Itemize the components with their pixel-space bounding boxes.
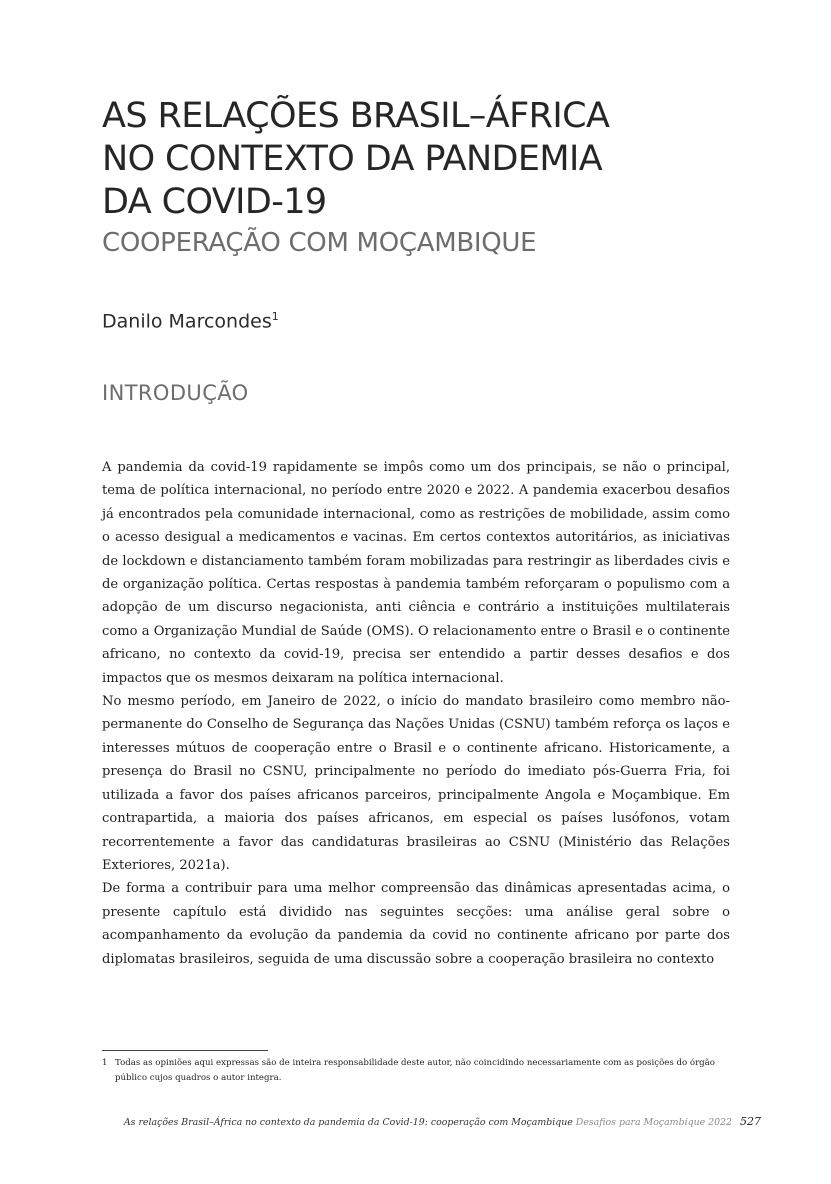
author-footnote-ref: 1 <box>271 310 279 323</box>
chapter-title-block <box>102 95 742 260</box>
footnote <box>102 1056 730 1086</box>
footnote-text: Todas as opiniões aqui expressas são de inteira responsabilidade deste autor, não coincidindo necessariamente com as posições do órgão público cujos quadros o autor integra. <box>115 1058 715 1083</box>
running-footer <box>124 1115 761 1128</box>
footnote-divider <box>102 1050 268 1051</box>
section-heading: INTRODUÇÃO <box>102 381 249 405</box>
author-line <box>102 310 279 332</box>
chapter-subtitle: COOPERAÇÃO COM MOÇAMBIQUE <box>102 228 537 258</box>
footer-chapter-title: As relações Brasil–África no contexto da pandemia da Covid-19: cooperação com Moçambique <box>123 1117 573 1128</box>
author-name: Danilo Marcondes <box>102 310 272 333</box>
page-number: 527 <box>740 1115 761 1128</box>
chapter-title-line-1: AS RELAÇÕES BRASIL–ÁFRICA <box>102 96 610 136</box>
chapter-title-line-2: NO CONTEXTO DA PANDEMIA <box>102 139 603 179</box>
paragraph: No mesmo período, em Janeiro de 2022, o início do mandato brasileiro como membro não-permanente do Conselho de Segurança das Nações Unidas (CSNU) também reforça os laços e interesses mútuos de cooperação entre o Brasil e o continente africano. Historicamente, a presença do Brasil no CSNU, principalmente no período do imediato pós-Guerra Fria, foi utilizada a favor dos países africanos parceiros, principalmente Angola e Moçambique. Em contrapartida, a maioria dos países africanos, em especial os países lusófonos, votam recorrentemente a favor das candidaturas brasileiras ao CSNU (Ministério das Relações Exteriores, 2021a). <box>102 694 730 873</box>
chapter-title-line-3: DA COVID-19 <box>102 182 327 222</box>
paragraph: De forma a contribuir para uma melhor compreensão das dinâmicas apresentadas acima, o presente capítulo está dividido nas seguintes secções: uma análise geral sobre o acompanhamento da evolução da pandemia da covid no continente africano por parte dos diplomatas brasileiros, seguida de uma discussão sobre a cooperação brasileira no contexto <box>102 881 730 967</box>
footnote-mark: 1 <box>102 1058 108 1068</box>
paragraph: A pandemia da covid-19 rapidamente se impôs como um dos principais, se não o principal, tema de política internacional, no período entre 2020 e 2022. A pandemia exacerbou desafios já encontrados pela comunidade internacional, como as restrições de mobilidade, assim como o acesso desigual a medicamentos e vacinas. Em certos contextos autoritários, as iniciativas de lockdown e distanciamento também foram mobilizadas para restringir as liberdades civis e de organização política. Certas respostas à pandemia também reforçaram o populismo com a adopção de um discurso negacionista, anti ciência e contrário a instituições multilaterais como a Organização Mundial de Saúde (OMS). O relacionamento entre o Brasil e o continente africano, no contexto da covid-19, precisa ser entendido a partir desses desafios e dos impactos que os mesmos deixaram na política internacional. <box>102 460 730 686</box>
body-text <box>102 456 730 971</box>
footer-book-title: Desafios para Moçambique 2022 <box>575 1117 732 1128</box>
